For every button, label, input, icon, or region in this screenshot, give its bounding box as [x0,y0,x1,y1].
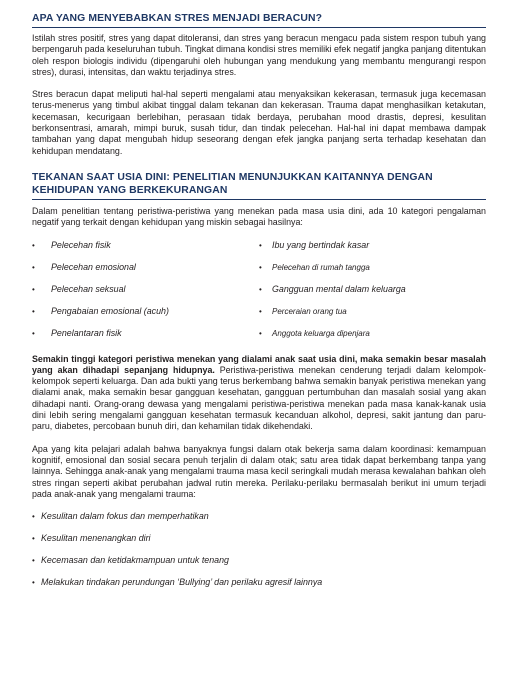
list-item [32,306,259,328]
list-item [32,284,259,306]
list-item-text: Pelecehan seksual [51,283,126,294]
bullet: • [32,306,35,316]
list-item [32,240,259,262]
bullet: • [32,328,35,338]
section-heading-early-stress [32,171,486,200]
list-item [32,533,486,555]
list-item-text: Pengabaian emosional (acuh) [51,305,169,316]
category-list-right [259,240,486,350]
document-page [32,12,486,599]
behavior-list [32,511,486,599]
list-item-text: Melakukan tindakan perundungan ‘Bullying’ dan perilaku agresif lainnya [41,577,323,588]
list-item [259,306,486,328]
list-item-text: Kesulitan dalam fokus dan memperhatikan [41,511,209,522]
list-item-text: Gangguan mental dalam keluarga [272,283,406,294]
bullet: • [32,512,35,522]
bullet: • [32,284,35,294]
bullet: • [32,240,35,250]
list-item-text: Anggota keluarga dipenjara [272,328,370,338]
list-item [259,262,486,284]
paragraph-body: Peristiwa-peristiwa menekan cenderung terjadi dalam kelompok-kelompok seperti keluarga. Dan ada bukti yang terus berkembang bahwa semakin banyak peristiwa menekan yang dialami anak, maka semakin besar gangguan kesehatan, gangguan pertumbuhan dan masalah sosial yang akan dihadapi nanti. Orang-orang dewasa yang mengalami peristiwa-peristiwa menekan pada masa kanak-kanak usia dini lebih sering mengalami gangguan kesehatan termasuk kecanduan alkohol, depresi, sakit jantung dan paru-paru, diabetes, percobaan bunuh diri, dan kehamilan tidak dikehendaki. [32,364,486,432]
list-item [259,240,486,262]
heading-line-2: KEHIDUPAN YANG BERKEKURANGAN [32,184,228,196]
list-item [32,262,259,284]
paragraph-accumulated-stress [32,354,486,433]
category-list-left [32,240,259,350]
bullet: • [259,240,262,250]
list-item-text: Perceraian orang tua [272,306,347,316]
list-item-text: Pelecehan di rumah tangga [272,262,370,272]
bullet: • [32,556,35,566]
list-item [259,328,486,350]
list-item-text: Kesulitan menenangkan diri [41,533,151,544]
list-item [32,577,486,599]
list-item [259,284,486,306]
list-item [32,511,486,533]
bullet: • [259,328,262,338]
list-item-text: Pelecehan fisik [51,239,111,250]
paragraph-stress-types: Istilah stres positif, stres yang dapat ditoleransi, dan stres yang beracun mengacu pada sistem respon tubuh yang berpengaruh pada keseluruhan tubuh. Tingkat dimana kondisi stres memiliki efek negatif jangka panjang ditentukan oleh respon biologis individu (dipengaruhi oleh hubungan yang mendukung yang membantu mengurangi respon stres), durasi, intensitas, dan waktu terjadinya stres. [32,33,486,77]
category-list [32,240,486,350]
paragraph-toxic-stress-effects: Stres beracun dapat meliputi hal-hal seperti mengalami atau menyaksikan kekerasan, termasuk juga kecemasan terus-menerus yang timbul akibat tinggal dalam tekanan dan kekerasan. Trauma dapat menghasilkan ketakutan, kecemasan, kecurigaan berlebihan, perasaan tidak berdaya, perubahan mood drastis, depresi, kesulitan berkonsentrasi, amarah, mimpi buruk, susah tidur, dan tindak pelecehan. Hal-hal ini dapat membawa dampak tambahan yang dapat mengubah hidup seseorang dengan efek jangka panjang serta terhadap kesehatan dan kehidupan mendatang. [32,89,486,156]
list-item [32,555,486,577]
bullet: • [32,534,35,544]
list-item-text: Pelecehan emosional [51,261,136,272]
list-item-text: Ibu yang berti​ndak kasar [272,239,370,250]
paragraph-brain-functions: Apa yang kita pelajari adalah bahwa banyaknya fungsi dalam otak bekerja sama dalam koordinasi: kemampuan kognitif, emosional dan sosial secara penuh terjalin di dalam otak; satu area tidak dapat berkembang tanpa yang lainnya. Sehingga anak-anak yang mengalami trauma masa kecil seringkali mudah merasa kewalahan bahkan oleh stres ringan seperti akibat perubahan jadwal rutin mereka. Perilaku-perilaku bermasalah berikut ini umum terjadi pada anak-anak yang mengalami trauma: [32,443,486,499]
bullet: • [32,262,35,272]
section-heading-toxic-stress: APA YANG MENYEBABKAN STRES MENJADI BERACUN? [32,12,486,28]
bullet: • [32,578,35,588]
list-item [32,328,259,350]
bullet: • [259,284,262,294]
heading-line-1: TEKANAN SAAT USIA DINI: PENELITIAN MENUNJUKKAN KAITANNYA DENGAN [32,171,433,183]
list-item-text: Kecemasan dan ketidakmampuan untuk tenang [41,555,229,566]
bullet: • [259,306,262,316]
paragraph-bold-lead: Semakin tinggi kategori peristiwa menekan yang dialami anak saat usia dini, maka semakin besar masalah yang akan dihadapi sepanjang hidupnya. [32,353,486,375]
list-item-text: Penelantaran fisik [51,327,122,338]
bullet: • [259,262,262,272]
paragraph-research-intro: Dalam penelitian tentang peristiwa-peristiwa yang menekan pada masa usia dini, ada 10 kategori pengalaman negatif yang terkait dengan kehidupan yang miskin sebagai hasilnya: [32,205,486,228]
